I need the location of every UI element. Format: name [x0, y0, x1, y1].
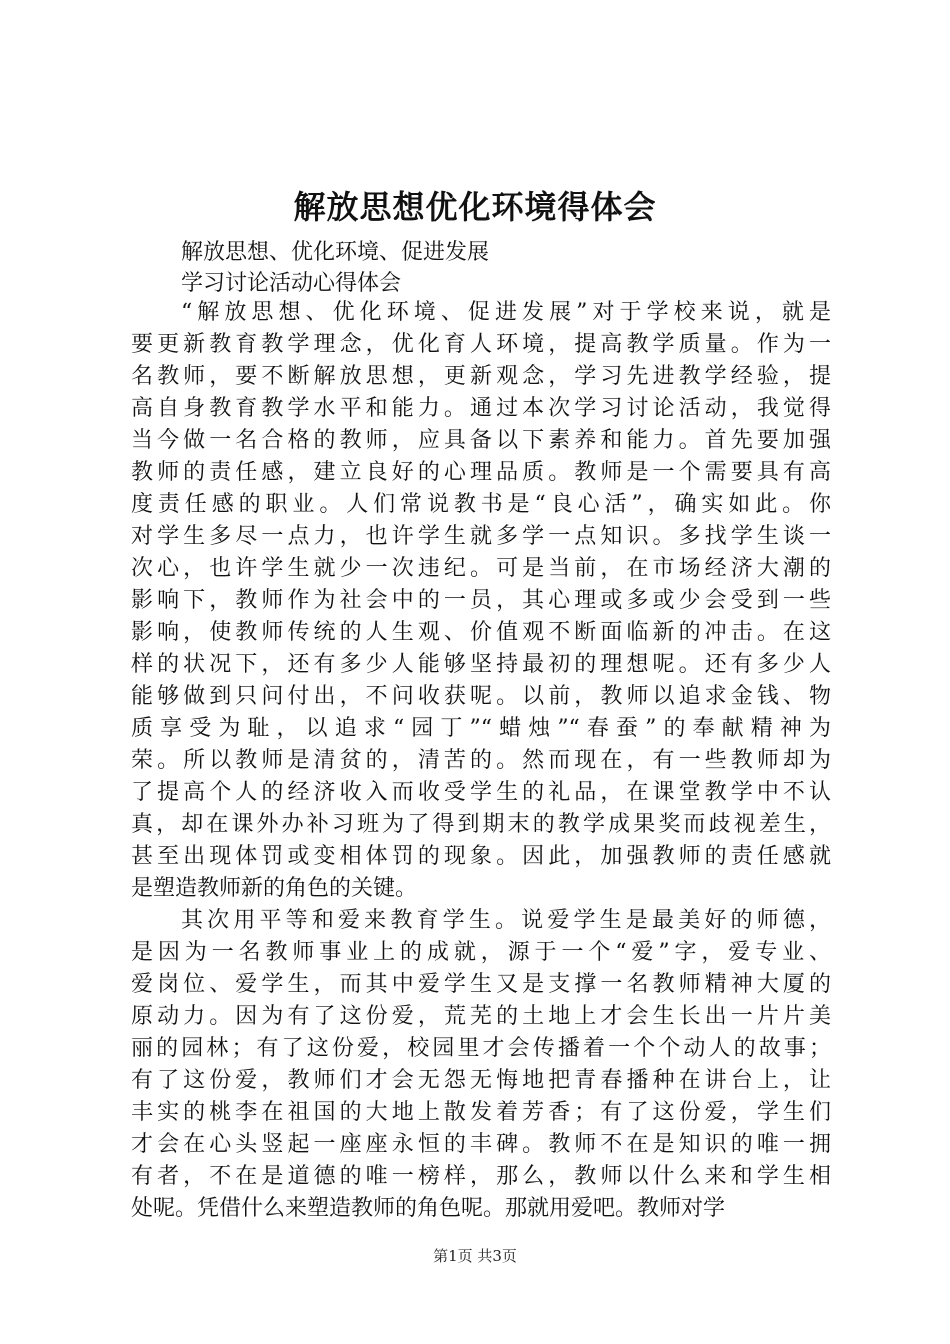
paragraph-line: 有者，不在是道德的唯一榜样，那么，教师以什么来和学生相	[131, 1164, 831, 1189]
paragraph-line: 度责任感的职业。人们常说教书是“良心活”，确实如此。你	[131, 492, 831, 517]
paragraph-line: 要更新教育教学理念，优化育人环境，提高教学质量。作为一	[131, 332, 831, 357]
paragraph-line: 甚至出现体罚或变相体罚的现象。因此，加强教师的责任感就	[131, 844, 831, 869]
page-footer: 第1页 共3页	[433, 1247, 517, 1265]
paragraph-line: 是因为一名教师事业上的成就，源于一个“爱”字，爱专业、	[131, 940, 831, 965]
paragraph-line: 爱岗位、爱学生，而其中爱学生又是支撑一名教师精神大厦的	[131, 972, 831, 997]
paragraph-line: 丽的园林；有了这份爱，校园里才会传播着一个个动人的故事；	[131, 1036, 831, 1061]
paragraph-line: 样的状况下，还有多少人能够坚持最初的理想呢。还有多少人	[131, 652, 831, 677]
paragraph-line: 影响，使教师传统的人生观、价值观不断面临新的冲击。在这	[131, 620, 831, 645]
paragraph-line: 才会在心头竖起一座座永恒的丰碑。教师不在是知识的唯一拥	[131, 1132, 831, 1157]
paragraph-line: 次心，也许学生就少一次违纪。可是当前，在市场经济大潮的	[131, 556, 831, 581]
paragraph-line: 名教师，要不断解放思想，更新观念，学习先进教学经验，提	[131, 364, 831, 389]
paragraph-line: 了提高个人的经济收入而收受学生的礼品，在课堂教学中不认	[131, 780, 831, 805]
paragraph-line: 能够做到只问付出，不问收获呢。以前，教师以追求金钱、物	[131, 684, 831, 709]
document-title: 解放思想优化环境得体会	[293, 188, 657, 226]
paragraph-line: 处呢。凭借什么来塑造教师的角色呢。那就用爱吧。教师对学	[131, 1196, 726, 1221]
document-body	[131, 297, 831, 1225]
paragraph-line: 教师的责任感，建立良好的心理品质。教师是一个需要具有高	[131, 460, 831, 485]
paragraph	[131, 297, 831, 905]
paragraph-line: 真，却在课外办补习班为了得到期末的教学成果奖而歧视差生，	[131, 812, 831, 837]
paragraph-line: 丰实的桃李在祖国的大地上散发着芳香；有了这份爱，学生们	[131, 1100, 831, 1125]
subtitle-line-2: 学习讨论活动心得体会	[181, 271, 402, 296]
paragraph-line: “解放思想、优化环境、促进发展”对于学校来说，就是	[181, 300, 831, 325]
paragraph-line: 质享受为耻，以追求“园丁”“蜡烛”“春蚕”的奉献精神为	[131, 716, 831, 741]
paragraph-line: 对学生多尽一点力，也许学生就多学一点知识。多找学生谈一	[131, 524, 831, 549]
paragraph-line: 影响下，教师作为社会中的一员，其心理或多或少会受到一些	[131, 588, 831, 613]
paragraph-line: 其次用平等和爱来教育学生。说爱学生是最美好的师德，	[181, 908, 831, 933]
paragraph-line: 当今做一名合格的教师，应具备以下素养和能力。首先要加强	[131, 428, 831, 453]
paragraph	[131, 905, 831, 1225]
paragraph-line: 荣。所以教师是清贫的，清苦的。然而现在，有一些教师却为	[131, 748, 831, 773]
paragraph-line: 是塑造教师新的角色的关键。	[131, 876, 418, 901]
paragraph-line: 有了这份爱，教师们才会无怨无悔地把青春播种在讲台上，让	[131, 1068, 831, 1093]
subtitle-line-1: 解放思想、优化环境、促进发展	[181, 240, 490, 265]
paragraph-line: 原动力。因为有了这份爱，荒芜的土地上才会生长出一片片美	[131, 1004, 831, 1029]
paragraph-line: 高自身教育教学水平和能力。通过本次学习讨论活动，我觉得	[131, 396, 831, 421]
